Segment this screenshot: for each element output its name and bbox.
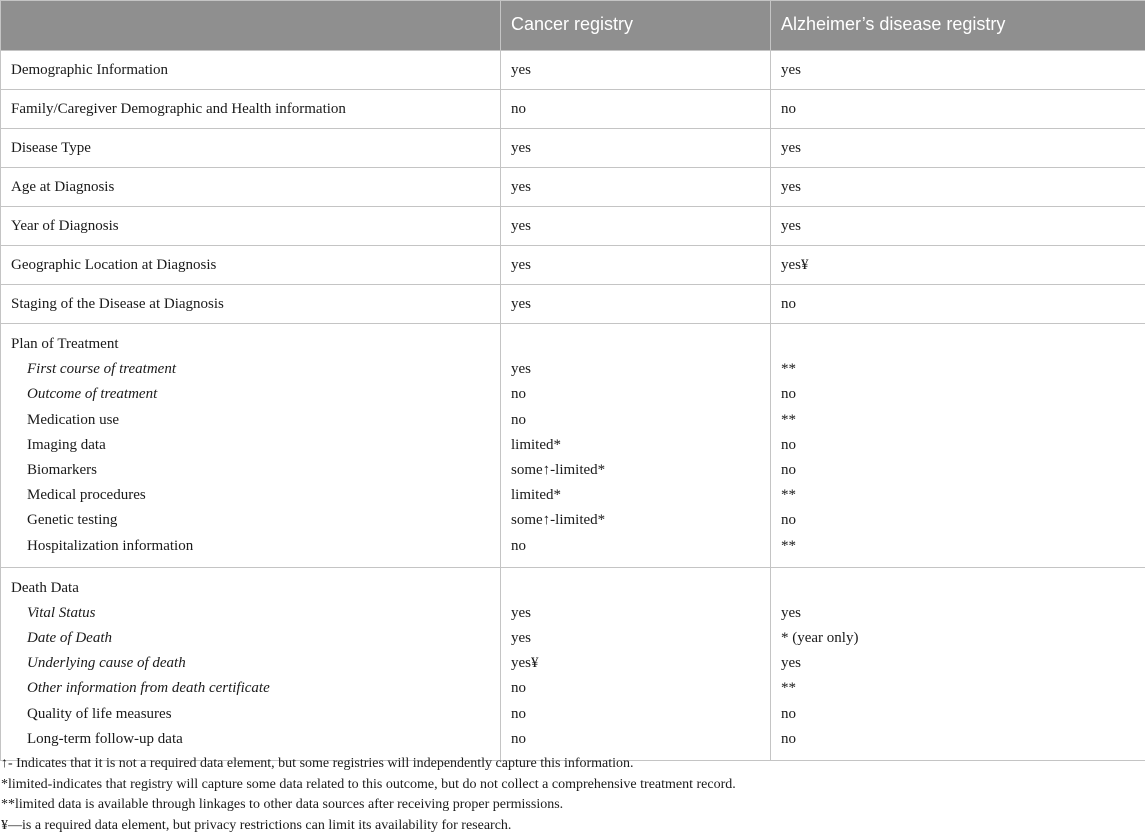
alzheimers-value: no (781, 433, 1135, 458)
sub-item-label: Hospitalization information (11, 534, 490, 559)
sub-item-label: Medical procedures (11, 483, 490, 508)
row-label: Demographic Information (1, 51, 501, 90)
row-label: Geographic Location at Diagnosis (1, 246, 501, 285)
sub-item-label: Outcome of treatment (11, 382, 490, 407)
cancer-value: no (511, 676, 760, 701)
treatment-cancer-cell (501, 324, 771, 568)
treatment-labels-cell (1, 324, 501, 568)
row-label: Disease Type (1, 129, 501, 168)
cancer-value: yes¥ (511, 651, 760, 676)
table-row (1, 285, 1145, 324)
alzheimers-value: yes (771, 207, 1145, 246)
alzheimers-value: yes (781, 651, 1135, 676)
group-title: Death Data (11, 576, 490, 601)
row-label: Staging of the Disease at Diagnosis (1, 285, 501, 324)
death-labels-cell (1, 567, 501, 760)
cancer-value: yes (501, 51, 771, 90)
row-label: Family/Caregiver Demographic and Health information (1, 90, 501, 129)
footnote: ¥—is a required data element, but privacy restrictions can limit its availability for research. (0, 816, 1145, 836)
row-label: Year of Diagnosis (1, 207, 501, 246)
footnote: ↑- Indicates that it is not a required data element, but some registries will independently capture this information. (0, 754, 1145, 775)
alzheimers-value: no (771, 285, 1145, 324)
cancer-value: limited* (511, 483, 760, 508)
treatment-alzheimers-cell (771, 324, 1145, 568)
table-footnotes (0, 754, 1145, 836)
sub-item-label: Quality of life measures (11, 702, 490, 727)
alzheimers-value: ** (781, 408, 1135, 433)
alzheimers-value: no (781, 382, 1135, 407)
alzheimers-value: no (781, 458, 1135, 483)
row-label: Age at Diagnosis (1, 168, 501, 207)
alzheimers-value: yes¥ (771, 246, 1145, 285)
cancer-value: no (511, 727, 760, 752)
alzheimers-value: yes (771, 51, 1145, 90)
alzheimers-value: ** (781, 483, 1135, 508)
table-row (1, 246, 1145, 285)
plan-of-treatment-group (1, 324, 1145, 568)
alzheimers-value: ** (781, 534, 1135, 559)
alzheimers-value: yes (781, 601, 1135, 626)
cancer-value: some↑-limited* (511, 458, 760, 483)
footnote: **limited data is available through linkages to other data sources after receiving proper permissions. (0, 795, 1145, 816)
alzheimers-value: * (year only) (781, 626, 1135, 651)
footnote: *limited-indicates that registry will capture some data related to this outcome, but do not collect a comprehensive treatment record. (0, 775, 1145, 796)
table-row (1, 90, 1145, 129)
header-blank-cell (1, 1, 501, 51)
sub-item-label: Underlying cause of death (11, 651, 490, 676)
cancer-value: yes (501, 129, 771, 168)
cancer-value: yes (511, 601, 760, 626)
table-row (1, 207, 1145, 246)
table-row (1, 129, 1145, 168)
alzheimers-value: no (781, 727, 1135, 752)
cancer-value: yes (501, 246, 771, 285)
alzheimers-value: yes (771, 129, 1145, 168)
header-cancer-registry: Cancer registry (501, 1, 771, 51)
cancer-value: no (501, 90, 771, 129)
cancer-value: no (511, 702, 760, 727)
alzheimers-value: no (771, 90, 1145, 129)
cancer-value: yes (511, 357, 760, 382)
sub-item-label: Biomarkers (11, 458, 490, 483)
cancer-value: yes (501, 168, 771, 207)
sub-item-label: Genetic testing (11, 508, 490, 533)
sub-item-label: Long-term follow-up data (11, 727, 490, 752)
table-row (1, 168, 1145, 207)
cancer-value: no (511, 408, 760, 433)
cancer-value: no (511, 534, 760, 559)
header-row (1, 1, 1145, 51)
sub-item-label: Vital Status (11, 601, 490, 626)
death-data-group (1, 567, 1145, 760)
alzheimers-value: ** (781, 676, 1135, 701)
cancer-value: yes (501, 207, 771, 246)
sub-item-label: Date of Death (11, 626, 490, 651)
cancer-value: limited* (511, 433, 760, 458)
death-cancer-cell (501, 567, 771, 760)
alzheimers-value: ** (781, 357, 1135, 382)
cancer-value: some↑-limited* (511, 508, 760, 533)
alzheimers-value: no (781, 508, 1135, 533)
death-alzheimers-cell (771, 567, 1145, 760)
header-alzheimers-registry: Alzheimer’s disease registry (771, 1, 1145, 51)
cancer-value: yes (501, 285, 771, 324)
sub-item-label: First course of treatment (11, 357, 490, 382)
alzheimers-value: no (781, 702, 1135, 727)
cancer-value: yes (511, 626, 760, 651)
cancer-value: no (511, 382, 760, 407)
alzheimers-value: yes (771, 168, 1145, 207)
table-row (1, 51, 1145, 90)
sub-item-label: Medication use (11, 408, 490, 433)
sub-item-label: Imaging data (11, 433, 490, 458)
group-title: Plan of Treatment (11, 332, 490, 357)
sub-item-label: Other information from death certificate (11, 676, 490, 701)
